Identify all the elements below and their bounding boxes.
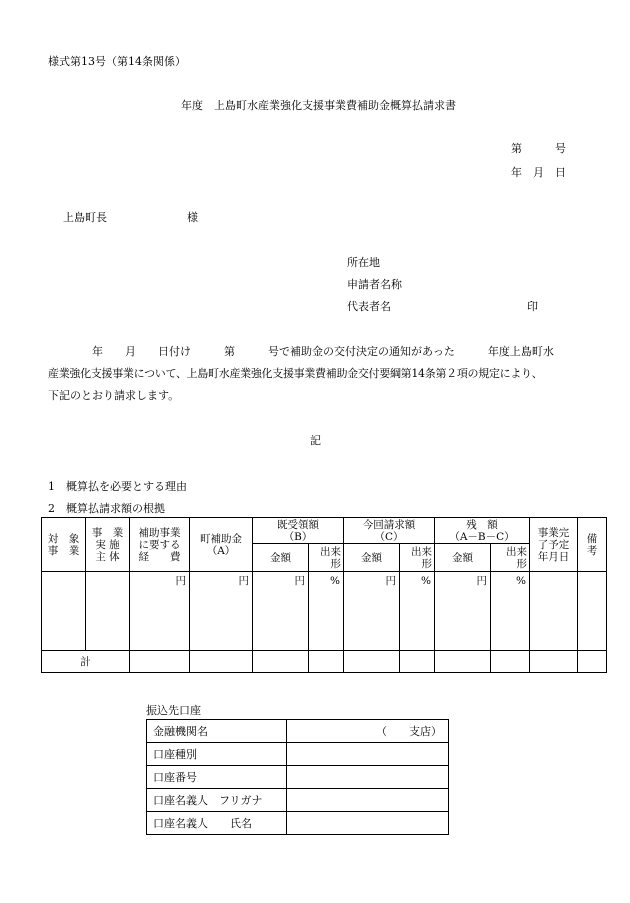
- bank-holder-kana-value[interactable]: [286, 789, 448, 812]
- total-completion-date[interactable]: [530, 651, 578, 673]
- bank-number-value[interactable]: [286, 766, 448, 789]
- table-row: [42, 572, 607, 651]
- header-target: 対 象 事 業: [42, 518, 86, 572]
- cell-implementer[interactable]: [86, 572, 130, 651]
- bank-row-number: [147, 766, 449, 789]
- addressee-honorific: 様: [187, 211, 198, 224]
- cell-balance-amount[interactable]: 円: [435, 572, 491, 651]
- applicant-name-label: 申請者名称: [347, 278, 402, 291]
- cell-current-amount[interactable]: 円: [344, 572, 400, 651]
- document-title: 年度 上島町水産業強化支援事業費補助金概算払請求書: [181, 99, 456, 112]
- request-body-line-3: 下記のとおり請求します。: [48, 389, 180, 402]
- bank-holder-name-label: 口座名義人 氏名: [147, 812, 287, 835]
- bank-row-institution: [147, 720, 449, 743]
- total-project-cost[interactable]: [130, 651, 190, 673]
- sub-amount-c: 金額: [344, 544, 400, 572]
- bank-account-table: [146, 719, 449, 835]
- form-number: 様式第13号（第14条関係）: [48, 55, 186, 68]
- total-current-progress[interactable]: [400, 651, 435, 673]
- request-body-line-1: 年 月 日付け 第 号で補助金の交付決定の通知があった 年度上島町水: [92, 345, 554, 358]
- cell-target[interactable]: [42, 572, 86, 651]
- bank-type-value[interactable]: [286, 743, 448, 766]
- bank-institution-value[interactable]: （ 支店）: [286, 720, 448, 743]
- header-received: 既受領額 （B）: [253, 518, 344, 544]
- bank-row-type: [147, 743, 449, 766]
- document-number: 第 号: [511, 142, 566, 155]
- request-body: [48, 341, 588, 407]
- total-town-subsidy[interactable]: [190, 651, 253, 673]
- bank-caption: 振込先口座: [146, 704, 201, 717]
- cell-received-amount[interactable]: 円: [253, 572, 309, 651]
- total-received-progress[interactable]: [309, 651, 344, 673]
- total-current-amount[interactable]: [344, 651, 400, 673]
- bank-holder-kana-label: 口座名義人 フリガナ: [147, 789, 287, 812]
- seal-mark: 印: [527, 300, 538, 313]
- header-implementer: 事 業 実 施 主 体: [86, 518, 130, 572]
- sub-amount-balance: 金額: [435, 544, 491, 572]
- bank-type-label: 口座種別: [147, 743, 287, 766]
- bank-number-label: 口座番号: [147, 766, 287, 789]
- section-1-heading: 1 概算払を必要とする理由: [48, 480, 187, 493]
- sub-progress-b: 出来 形: [309, 544, 344, 572]
- section-2-heading: 2 概算払請求額の根拠: [48, 502, 165, 515]
- bank-institution-label: 金融機関名: [147, 720, 287, 743]
- header-current-request: 今回請求額 （C）: [344, 518, 435, 544]
- bank-row-holder-kana: [147, 789, 449, 812]
- document-date: 年 月 日: [511, 166, 566, 179]
- header-balance: 残 額 （A－B－C）: [435, 518, 530, 544]
- applicant-rep-label: 代表者名: [347, 300, 391, 313]
- request-body-line-2: 産業強化支援事業について、上島町水産業強化支援事業費補助金交付要綱第14条第２項の規定により、: [48, 367, 543, 380]
- sub-amount-b: 金額: [253, 544, 309, 572]
- cell-current-progress[interactable]: %: [400, 572, 435, 651]
- cell-project-cost[interactable]: 円: [130, 572, 190, 651]
- header-completion-date: 事業完 了予定 年月日: [530, 518, 578, 572]
- total-row: [42, 651, 607, 673]
- bank-holder-name-value[interactable]: [286, 812, 448, 835]
- sub-progress-c: 出来 形: [400, 544, 435, 572]
- cell-received-progress[interactable]: %: [309, 572, 344, 651]
- cell-notes[interactable]: [578, 572, 607, 651]
- header-notes: 備 考: [578, 518, 607, 572]
- total-balance-progress[interactable]: [491, 651, 530, 673]
- ki-marker: 記: [310, 434, 321, 447]
- header-town-subsidy: 町補助金 （A）: [190, 518, 253, 572]
- total-received-amount[interactable]: [253, 651, 309, 673]
- total-label: 計: [42, 651, 130, 673]
- cell-town-subsidy[interactable]: 円: [190, 572, 253, 651]
- total-balance-amount[interactable]: [435, 651, 491, 673]
- total-notes[interactable]: [578, 651, 607, 673]
- sub-progress-balance: 出来 形: [491, 544, 530, 572]
- cell-balance-progress[interactable]: %: [491, 572, 530, 651]
- bank-row-holder-name: [147, 812, 449, 835]
- cell-completion-date[interactable]: [530, 572, 578, 651]
- addressee: 上島町長: [63, 211, 107, 224]
- header-project-cost: 補助事業 に要する 経 費: [130, 518, 190, 572]
- calculation-table: [41, 517, 607, 673]
- applicant-address-label: 所在地: [347, 256, 380, 269]
